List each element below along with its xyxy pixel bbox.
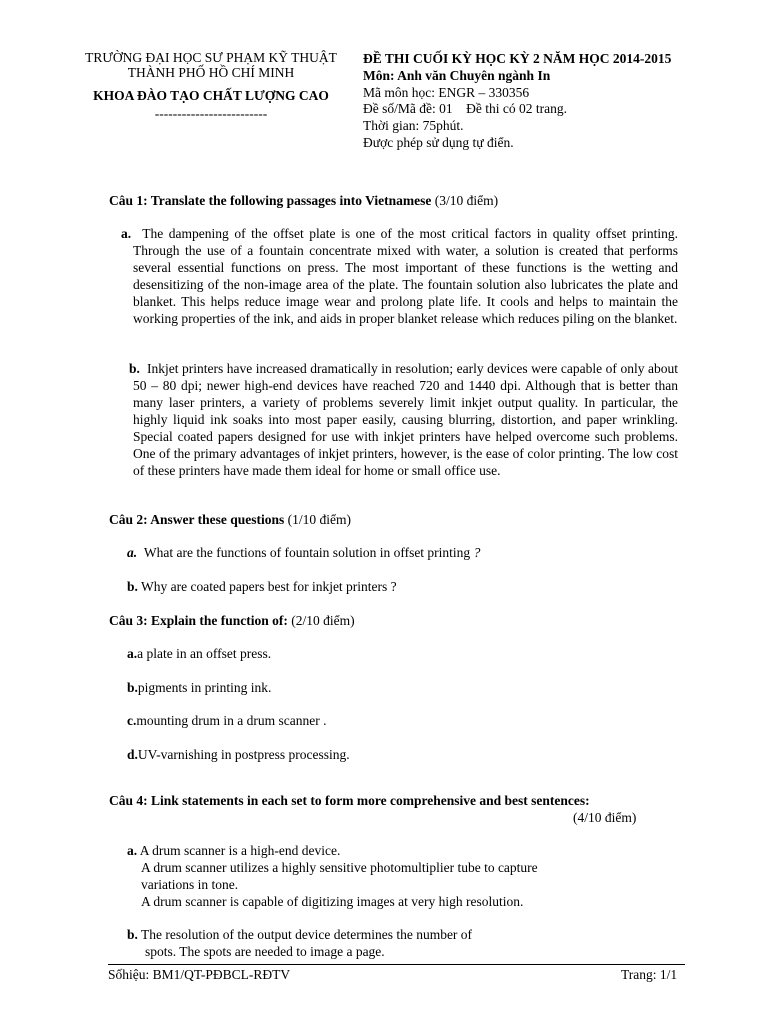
question-3d-text: UV-varnishing in postpress processing. — [137, 747, 350, 762]
question-3-points: (2/10 điểm) — [287, 613, 355, 628]
question-1-points: (3/10 điểm) — [431, 193, 499, 208]
question-2a — [127, 544, 480, 561]
faculty-name: KHOA ĐÀO TẠO CHẤT LƯỢNG CAO — [93, 88, 329, 103]
question-1b-label: b. — [129, 361, 140, 376]
exam-number: Đề số/Mã đề: 01 Đề thi có 02 trang. — [363, 101, 567, 117]
question-3b — [127, 679, 271, 696]
exam-subject: Môn: Anh văn Chuyên ngành In — [363, 67, 551, 83]
question-1-title: Câu 1: Translate the following passages into Vietnamese — [109, 193, 432, 208]
footer-page-number: Trang: 1/1 — [621, 967, 678, 982]
question-3b-label: b. — [127, 680, 138, 695]
header-divider: ------------------------- — [154, 106, 268, 121]
question-1b-text: Inkjet printers have increased dramatically in resolution; early devices were capable of only about 50 – 80 dpi; newer high-end devices have reached 720 and 1440 dpi. Although that is better than many laser printers, a variety of problems severely limit inkjet output quality. In particular, the highly liquid ink soaks into most paper easily, causing blurring, distortion, and paper wrinkling. Special coated papers designed for use with inkjet printers have helped overcome such problems. One of the primary advantages of inkjet printers, however, is the ease of color printing. The low cost of these printers have made them ideal for home or small office use. — [133, 361, 678, 478]
question-4a-line4: A drum scanner is capable of digitizing images at very high resolution. — [141, 894, 524, 909]
question-2a-text: What are the functions of fountain solution in offset printing — [143, 545, 474, 560]
question-4b-line1: The resolution of the output device determines the number of — [137, 927, 473, 942]
question-3a-text: a plate in an offset press. — [137, 646, 272, 661]
exam-info — [363, 51, 671, 152]
question-1b — [129, 360, 678, 479]
question-1-heading — [109, 192, 498, 209]
footer-divider — [108, 964, 685, 965]
question-3c-label: c. — [127, 713, 137, 728]
exam-time: Thời gian: 75phút. — [363, 118, 464, 134]
question-2b — [127, 578, 397, 595]
dictionary-note: Được phép sử dụng tự điển. — [363, 134, 514, 150]
question-3-title: Câu 3: Explain the function of: — [109, 613, 288, 628]
school-header — [70, 50, 352, 121]
question-3c-text: mounting drum in a drum scanner . — [136, 713, 327, 728]
school-name-line2: THÀNH PHỐ HỒ CHÍ MINH — [127, 65, 295, 80]
question-4-title: Câu 4: Link statements in each set to form more comprehensive and best sentences: — [109, 793, 590, 808]
question-3a — [127, 645, 271, 662]
question-2-heading — [109, 511, 351, 528]
question-3d — [127, 746, 350, 763]
question-1a-text: The dampening of the offset plate is one of the most critical factors in quality offset printing. Through the use of a fountain concentrate mixed with water, a solution is created that performs several essential functions on press. The most important of these functions is the wetting and desensitizing of the non-image area of the plate. The fountain solution also lubricates the plate and blanket. This helps reduce image wear and prolong plate life. It cools and helps to maintain the working properties of the ink, and aids in proper blanket release which reduces piling on the blanket. — [133, 226, 678, 326]
question-4a-line3: variations in tone. — [141, 877, 239, 892]
question-2b-label: b. — [127, 579, 138, 594]
question-1a — [121, 225, 678, 327]
question-2a-label: a. — [127, 545, 138, 560]
question-3c — [127, 712, 326, 729]
course-code: Mã môn học: ENGR – 330356 — [363, 84, 530, 100]
exam-title: ĐỀ THI CUỐI KỲ HỌC KỲ 2 NĂM HỌC 2014-2015 — [363, 51, 672, 66]
question-4b-line2: spots. The spots are needed to image a page. — [145, 944, 385, 959]
question-4-heading — [109, 792, 590, 809]
question-2b-text: Why are coated papers best for inkjet printers ? — [137, 579, 397, 594]
question-4a — [127, 842, 627, 910]
question-3b-text: pigments in printing ink. — [137, 680, 272, 695]
question-4b-label: b. — [127, 927, 138, 942]
question-4-points: (4/10 điểm) — [573, 810, 637, 825]
question-1a-label: a. — [121, 226, 132, 241]
school-name-line1: TRƯỜNG ĐẠI HỌC SƯ PHẠM KỸ THUẬT — [85, 50, 337, 65]
question-3a-label: a. — [127, 646, 138, 661]
footer-doc-code: Sốhiệu: BM1/QT-PĐBCL-RĐTV — [108, 967, 291, 982]
question-4a-label: a. — [127, 843, 138, 858]
question-2-title: Câu 2: Answer these questions — [109, 512, 285, 527]
question-2a-qmark: ? — [473, 545, 481, 560]
question-3d-label: d. — [127, 747, 138, 762]
question-3-heading — [109, 612, 355, 629]
question-2-points: (1/10 điểm) — [284, 512, 352, 527]
question-4a-line1: A drum scanner is a high-end device. — [137, 843, 341, 858]
question-4a-line2: A drum scanner utilizes a highly sensitive photomultiplier tube to capture — [141, 860, 538, 875]
question-4b — [127, 926, 627, 960]
